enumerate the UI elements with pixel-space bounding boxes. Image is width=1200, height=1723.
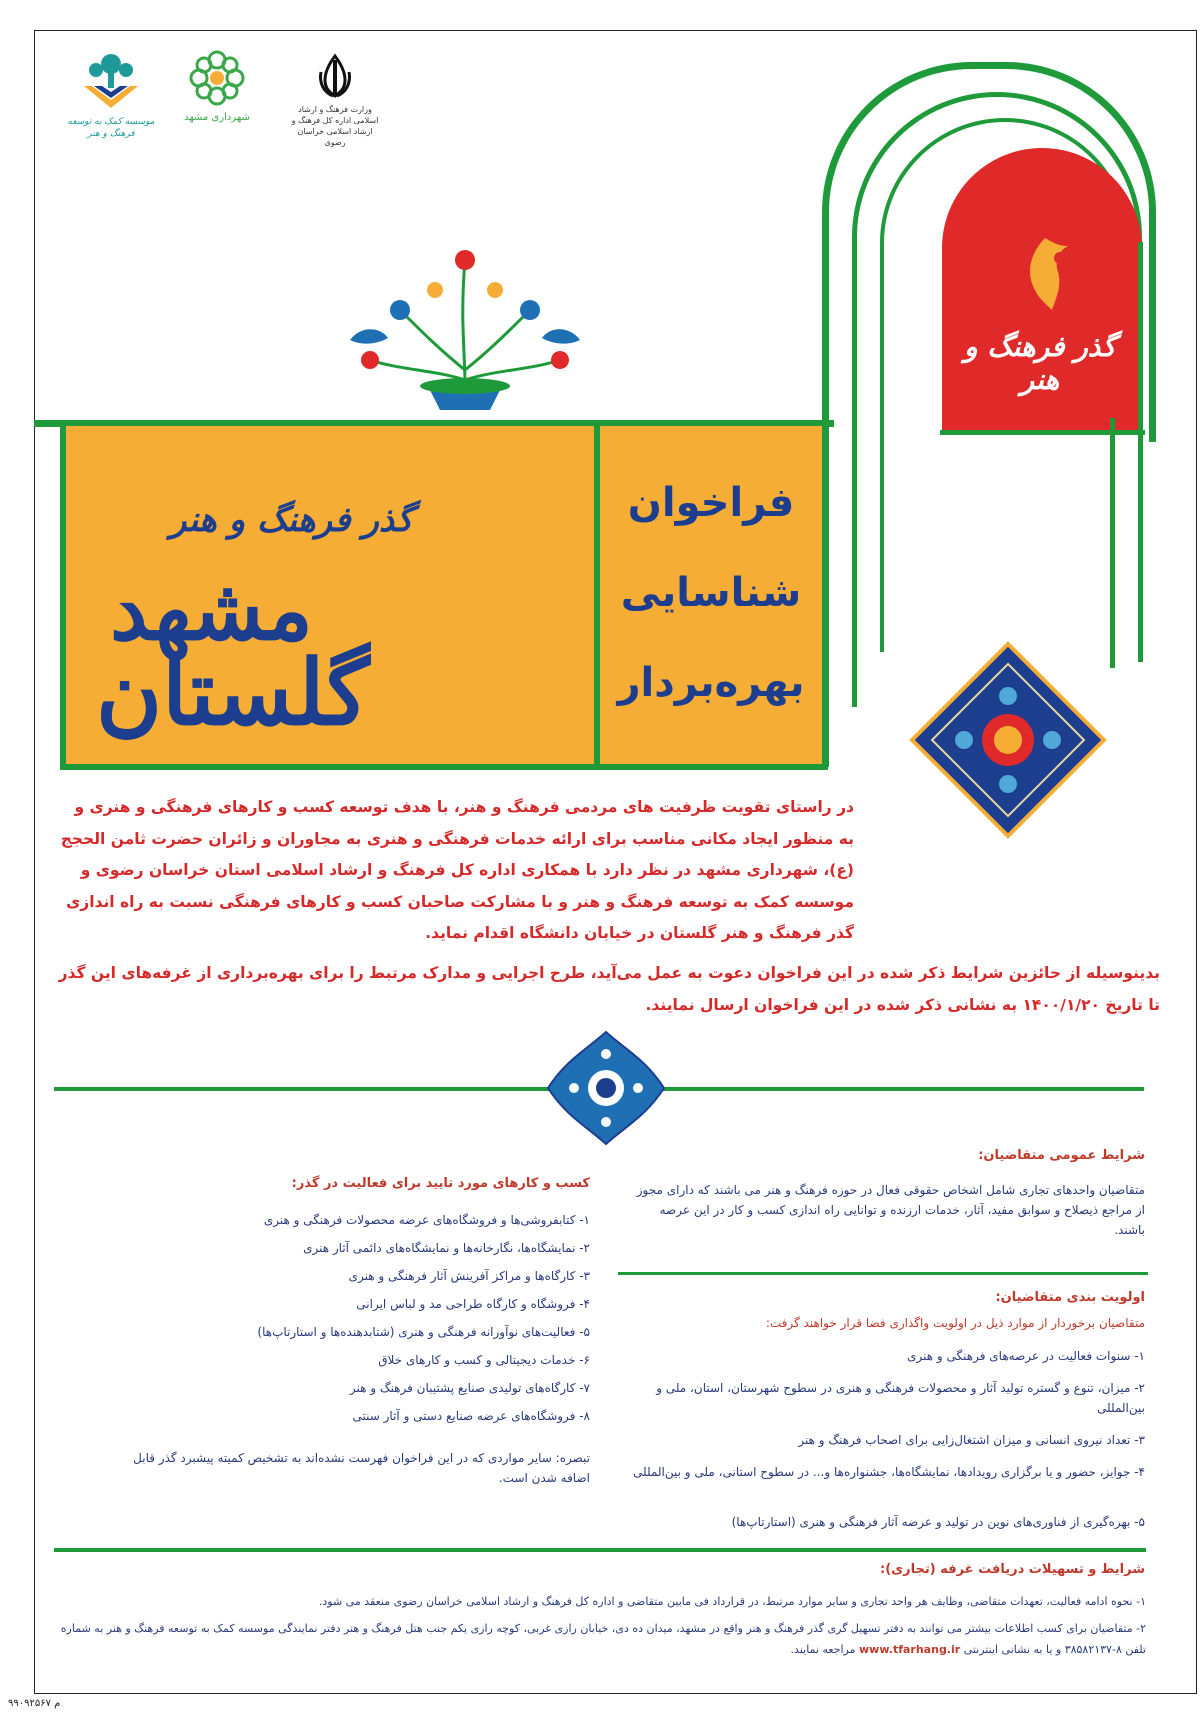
facilities-item-2 xyxy=(54,1618,1146,1660)
flower-vase-icon xyxy=(340,240,590,420)
flower-vase-ornament xyxy=(340,240,590,420)
institute-tree-icon xyxy=(76,50,146,112)
priority-subtitle: متقاضیان برخوردار از موارد ذیل در اولویت واگذاری فضا قرار خواهند گرفت: xyxy=(765,1316,1145,1330)
business-item: ۶- خدمات دیجیتالی و کسب و کارهای خلاق xyxy=(378,1353,590,1367)
business-item: ۱- کتابفروشی‌ها و فروشگاه‌های عرضه محصولات فرهنگی و هنری xyxy=(263,1213,590,1227)
vline-4 xyxy=(1138,242,1143,662)
brand-mashhad-text: مشهد xyxy=(110,560,313,659)
ad-code: م ۹۹۰۹۲۵۶۷ xyxy=(8,1698,61,1709)
intro-paragraph-1: در راستای تقویت ظرفیت های مردمی فرهنگ و هنر، با هدف توسعه کسب و کارهای فرهنگی و هنری و به منظور ایجاد مکانی مناسب برای ارائه خدمات فرهنگی و هنری به مجاوران و زائران حضرت ثامن الحجج (ع)، شهرداری مشهد در نظر دارد با همکاری اداره کل فرهنگ و ارشاد اسلامی استان خراسان رضوی و موسسه کمک به توسعه فرهنگ و هنر و با مشارکت صاحبان کسب و کارهای فرهنگی نسبت به راه اندازی گذر فرهنگ و هنر گلستان در خیابان دانشگاه اقدام نماید. xyxy=(60,798,854,942)
ministry-caption: وزارت فرهنگ و ارشاد اسلامی اداره کل فرهنگ و ارشاد اسلامی خراسان رضوی xyxy=(291,105,379,147)
businesses-list xyxy=(100,1210,590,1434)
ministry-logo xyxy=(290,52,380,148)
vline-3 xyxy=(880,242,884,652)
vline-2 xyxy=(852,242,857,707)
business-item: ۲- نمایشگاه‌ها، نگارخانه‌ها و نمایشگاه‌های دائمی آثار هنری xyxy=(303,1241,590,1255)
general-conditions-text: متقاضیان واحدهای تجاری شامل اشخاص حقوقی فعال در حوزه فرهنگ و هنر می باشند که دارای مجوز از مراجع ذیصلاح و سوابق مفید، آثار، خدمات ارزنده و توانایی راه اندازی کسب و کار در این عرصه باشند. xyxy=(636,1183,1145,1237)
business-item: ۷- کارگاه‌های تولیدی صنایع پشتیبان فرهنگ و هنر xyxy=(349,1381,590,1395)
arch-emblem xyxy=(1000,228,1090,328)
institute-logo xyxy=(62,50,160,140)
business-item: ۴- فروشگاه و کارگاه طراحی مد و لباس ایرانی xyxy=(356,1297,590,1311)
businesses-title: کسب و کارهای مورد تایید برای فعالیت در گذر: xyxy=(291,1176,590,1191)
municipality-knot-icon xyxy=(187,48,247,108)
general-conditions-title: شرایط عمومی متقاضیان: xyxy=(978,1148,1145,1163)
divider-right xyxy=(618,1272,1148,1275)
iran-emblem-icon xyxy=(315,52,355,100)
arch-logo-text: گذر فرهنگ و هنر xyxy=(964,330,1116,396)
divider-2 xyxy=(54,1548,1146,1552)
call-line-2: شناسایی xyxy=(620,570,802,616)
priority-item-1: ۱- سنوات فعالیت در عرصه‌های فرهنگی و هنری xyxy=(907,1349,1145,1363)
priority-item-2: ۲- میزان، تنوع و گستره تولید آثار و محصولات فرهنگی و هنری در سطوح شهرستان، استان، ملی و بین‌المللی xyxy=(656,1381,1145,1415)
businesses-note: تبصره: سایر مواردی که در این فراخوان فهرست نشده‌اند به تشخیص کمیته پیشبرد گذر قابل اضافه شدن است. xyxy=(133,1451,590,1485)
municipality-caption: شهرداری مشهد xyxy=(184,112,250,123)
facilities-item-2-end: مراجعه نمایند. xyxy=(790,1643,856,1656)
flame-figure-icon xyxy=(1000,228,1090,328)
diamond-tile-ornament xyxy=(908,640,1108,840)
brand-golestan-text: گلستان xyxy=(96,640,370,746)
persian-tile-icon xyxy=(908,640,1108,840)
priority-item-4: ۴- جوایز، حضور و یا برگزاری رویدادها، نمایشگاه‌ها، جشنواره‌ها و... در سطوح استانی، ملی و بین‌المللی xyxy=(633,1465,1145,1479)
municipality-logo xyxy=(178,48,256,124)
business-item: ۳- کارگاه‌ها و مراکز آفرینش آثار فرهنگی و هنری xyxy=(348,1269,590,1283)
facilities-item-1: ۱- نحوه ادامه فعالیت، تعهدات متقاضی، وظایف هر واحد تجاری و سایر موارد مرتبط، در قرارداد فی مابین متقاضی و اداره کل فرهنگ و ارشاد اسلامی خراسان رضوی منعقد می شود. xyxy=(318,1595,1146,1608)
vline-5 xyxy=(1110,418,1115,668)
medallion-tile-icon xyxy=(546,1030,666,1146)
intro-paragraph-2: بدینوسیله از حائزین شرایط ذکر شده در این فراخوان دعوت به عمل می‌آید، طرح اجرایی و مدارک مرتبط را برای بهره‌برداری از غرفه‌های این گذر تا تاریخ ۱۴۰۰/۱/۲۰ به نشانی ذکر شده در این فراخوان ارسال نمایند. xyxy=(58,964,1160,1014)
call-line-1: فراخوان xyxy=(627,480,795,526)
priority-title: اولویت بندی متقاضیان: xyxy=(995,1290,1145,1305)
priority-item-5: ۵- بهره‌گیری از فناوری‌های نوین در تولید و عرضه آثار فرهنگی و هنری (استارتاپ‌ها) xyxy=(731,1515,1145,1529)
medallion-ornament xyxy=(546,1030,666,1146)
call-line-3: بهره‌بردار xyxy=(617,660,805,706)
hline-bottom-arch xyxy=(940,430,1145,435)
priority-item-3: ۳- تعداد نیروی انسانی و میزان اشتغال‌زایی برای اصحاب فرهنگ و هنر xyxy=(798,1433,1145,1447)
business-item: ۸- فروشگاه‌های عرضه صنایع دستی و آثار سنتی xyxy=(352,1409,590,1423)
business-item: ۵- فعالیت‌های نوآورانه فرهنگی و هنری (شتابدهنده‌ها و استارتاپ‌ها) xyxy=(257,1325,590,1339)
institute-caption: موسسه کمک به توسعه فرهنگ و هنر xyxy=(67,117,155,139)
brand-small-text: گذر فرهنگ و هنر xyxy=(170,500,413,540)
website-link[interactable]: www.tfarhang.ir xyxy=(859,1643,961,1656)
facilities-title: شرایط و تسهیلات دریافت غرفه (تجاری): xyxy=(880,1562,1145,1577)
facilities-item-2-text: ۲- متقاضیان برای کسب اطلاعات بیشتر می توانند به دفتر تسهیل گری گذر فرهنگ و هنر واقع در مشهد، میدان ده دی، خیابان رازی غربی، کوچه رازی یکم جنب هتل فرهنگ و هنر دفتر نمایندگی موسسه کمک به توسعه فرهنگ و هنر به شماره تلفن ۸-۳۸۵۸۲۱۳۷ و یا به نشانی اینترنتی xyxy=(60,1622,1146,1656)
